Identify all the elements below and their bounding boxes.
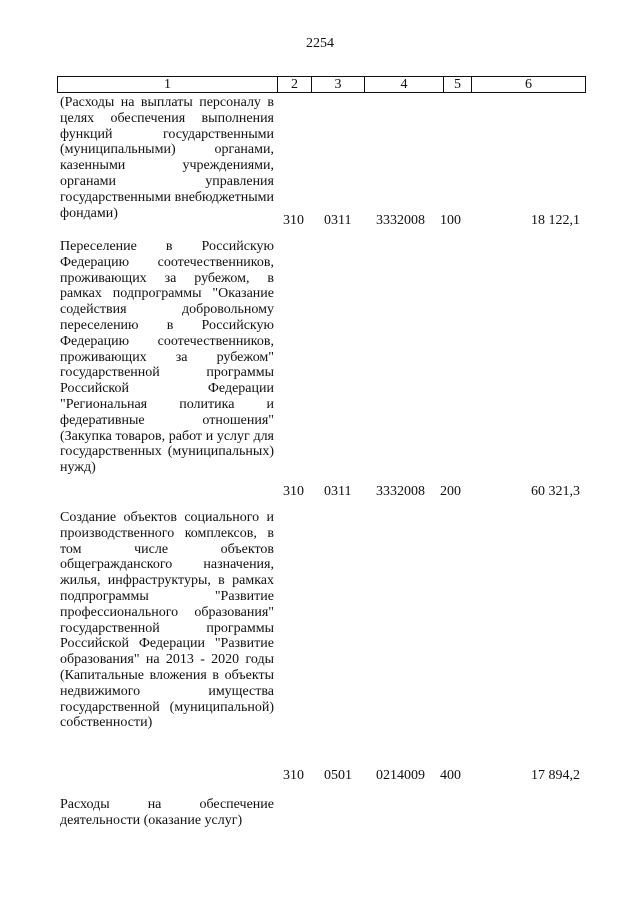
row-gr-code: 310 <box>283 768 304 783</box>
row-description: Расходы на обеспечение деятельности (оказание услуг) <box>60 797 274 828</box>
row-article-code: 0214009 <box>376 768 425 783</box>
row-expense-type: 400 <box>440 768 461 783</box>
row-description: Переселение в Российскую Федерацию соотечественников, проживающих за рубежом, в рамках подпрограммы "Оказание содействия добровольному переселению в Российскую Федерацию соотечественников, проживающих за рубежом" государственной программы Российской Федерации "Региональная политика и федеративные отношения" (Закупка товаров, работ и услуг для государственных (муниципальных) нужд) <box>60 239 274 476</box>
row-sum: 60 321,3 <box>531 484 580 499</box>
row-description: (Расходы на выплаты персоналу в целях обеспечения выполнения функций государственными (муниципальными) органами, казенными учреждениями, органами управления государственными внебюджетными фондами) <box>60 95 274 221</box>
header-col-1: 1 <box>58 77 278 92</box>
row-sum: 17 894,2 <box>531 768 580 783</box>
header-col-6: 6 <box>525 77 532 92</box>
row-article-code: 3332008 <box>376 484 425 499</box>
row-expense-type: 100 <box>440 213 461 228</box>
row-gr-code: 310 <box>283 213 304 228</box>
row-description: Создание объектов социального и производственного комплексов, в том числе объектов общегражданского назначения, жилья, инфраструктуры, в рамках подпрограммы "Развитие профессионального образования" государственной программы Российской Федерации "Развитие образования" на 2013 - 2020 годы (Капитальные вложения в объекты недвижимого имущества государственной (муниципальной) собственности) <box>60 510 274 731</box>
row-gr-code: 310 <box>283 484 304 499</box>
row-sum: 18 122,1 <box>531 213 580 228</box>
row-section-code: 0311 <box>324 213 352 228</box>
table-header <box>57 76 586 93</box>
row-section-code: 0501 <box>324 768 352 783</box>
header-col-5: 5 <box>444 77 472 92</box>
header-col-4: 4 <box>365 77 444 92</box>
row-section-code: 0311 <box>324 484 352 499</box>
header-col-2: 2 <box>278 77 312 92</box>
row-article-code: 3332008 <box>376 213 425 228</box>
page-number: 2254 <box>306 36 334 51</box>
header-col-3: 3 <box>312 77 365 92</box>
row-expense-type: 200 <box>440 484 461 499</box>
